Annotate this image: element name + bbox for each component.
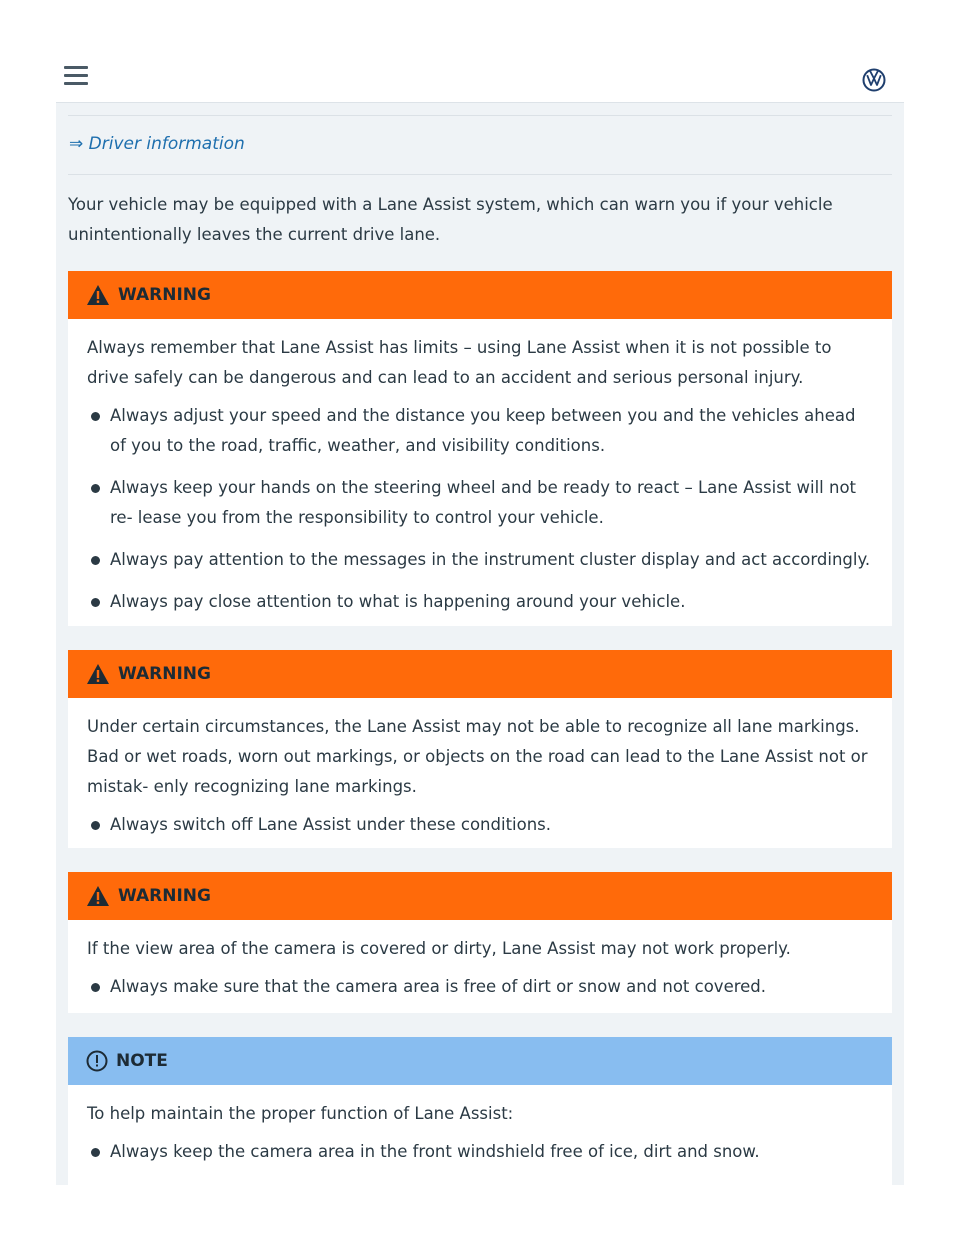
warning-text: If the view area of the camera is covered or dirty, Lane Assist may not work properly. (87, 939, 791, 958)
note-title: NOTE (116, 1051, 168, 1071)
breadcrumb-driver-information[interactable]: ⇒ Driver information (69, 134, 245, 154)
warning-title: WARNING (118, 886, 211, 906)
warning-box (68, 650, 892, 848)
warning-header (68, 872, 892, 920)
warning-box (68, 872, 892, 1013)
list-item: Always make sure that the camera area is free of dirt or snow and not covered. (87, 972, 872, 1002)
page (56, 0, 904, 1185)
info-circle-icon (86, 1050, 108, 1072)
warning-header (68, 271, 892, 319)
list-item: Always keep the camera area in the front windshield free of ice, dirt and snow. (87, 1137, 872, 1167)
list-item: Always keep your hands on the steering wheel and be ready to react – Lane Assist will not re- lease you from the responsibility to control your vehicle. (87, 473, 872, 533)
divider (68, 174, 892, 175)
warning-box (68, 271, 892, 626)
warning-text: Always remember that Lane Assist has limits – using Lane Assist when it is not possible to drive safely can be dangerous and can lead to an accident and serious personal injury. (87, 338, 832, 387)
warning-header (68, 650, 892, 698)
hamburger-menu-icon[interactable] (64, 66, 88, 86)
vw-logo-icon[interactable] (862, 68, 886, 92)
warning-text: Under certain circumstances, the Lane Assist may not be able to recognize all lane markings. Bad or wet roads, worn out markings, or objects on the road can lead to the Lane Assist not or mistak- enly recognizing lane markings. (87, 717, 868, 796)
warning-title: WARNING (118, 664, 211, 684)
intro-paragraph: Your vehicle may be equipped with a Lane Assist system, which can warn you if your vehicle unintentionally leaves the current drive lane. (68, 195, 833, 244)
list-item: Always adjust your speed and the distance you keep between you and the vehicles ahead of you to the road, traffic, weather, and visibility conditions. (87, 401, 872, 461)
warning-title: WARNING (118, 285, 211, 305)
note-header (68, 1037, 892, 1085)
top-bar (56, 0, 904, 103)
list-item: Always switch off Lane Assist under these conditions. (87, 810, 872, 840)
warning-triangle-icon (86, 885, 110, 907)
note-text: To help maintain the proper function of Lane Assist: (87, 1104, 514, 1123)
warning-triangle-icon (86, 284, 110, 306)
divider (68, 115, 892, 116)
list-item: Always pay attention to the messages in the instrument cluster display and act accordingly. (87, 545, 872, 575)
note-box (68, 1037, 892, 1185)
warning-triangle-icon (86, 663, 110, 685)
list-item: Always pay close attention to what is happening around your vehicle. (87, 587, 872, 617)
